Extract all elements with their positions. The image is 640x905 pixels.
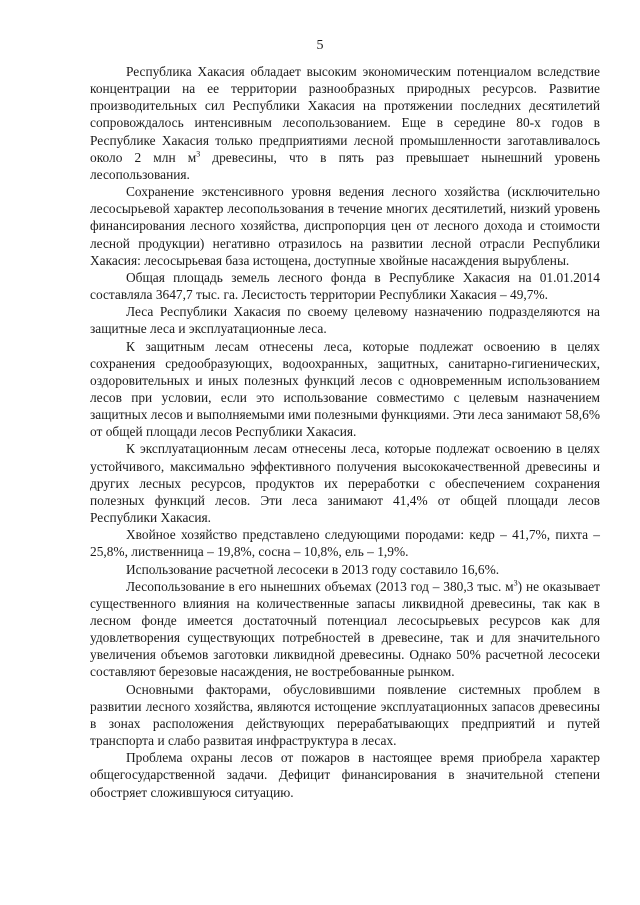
superscript-cubic: 3	[196, 149, 201, 159]
superscript-cubic: 3	[513, 578, 518, 588]
paragraph-extensive-use: Сохранение экстенсивного уровня ведения лесного хозяйства (исключительно лесосырьевой характер лесопользования в течение многих десятилетий, низкий уровень финансирования лесного хозяйства, диспропорция цен от лесного дохода и стоимости лесной продукции) негативно отразилось на развитии лесной отрасли Республики Хакасия: лесосырьевая база истощена, доступные хвойные насаждения вырублены.	[90, 184, 600, 268]
paragraph-total-area: Общая площадь земель лесного фонда в Республике Хакасия на 01.01.2014 составляла 3647,7 тыс. га. Лесистость территории Республики Хакасия – 49,7%.	[90, 269, 600, 303]
paragraph-fire-protection: Проблема охраны лесов от пожаров в настоящее время приобрела характер общегосударственной задачи. Дефицит финансирования в значительной степени обостряет сложившуюся ситуацию.	[90, 750, 600, 800]
body-text	[90, 63, 600, 801]
paragraph-exploitation-forests: К эксплуатационным лесам отнесены леса, которые подлежат освоению в целях устойчивого, максимально эффективного получения высококачественной древесины и других лесных ресурсов, продуктов их переработки с обеспечением сохранения полезных функций лесов. Эти леса занимают 41,4% от общей площади лесов Республики Хакасия.	[90, 441, 600, 526]
paragraph-coniferous-species: Хвойное хозяйство представлено следующими породами: кедр – 41,7%, пихта – 25,8%, лиственница – 19,8%, сосна – 10,8%, ель – 1,9%.	[90, 527, 600, 560]
paragraph-forest-categories: Леса Республики Хакасия по своему целевому назначению подразделяются на защитные леса и эксплуатационные леса.	[90, 304, 600, 337]
paragraph-cutting-usage: Использование расчетной лесосеки в 2013 году составило 16,6%.	[126, 561, 500, 577]
paragraph-potential: Республика Хакасия обладает высоким экономическим потенциалом вследствие концентрации на ее территории разнообразных природных ресурсов. Развитие производительных сил Республики Хакасия на протяжении последних десятилетий сопровождалось интенсивным лесопользованием. Еще в середине 80-х годов в Республике Хакасия только предприятиями лесной промышленности заготавливалось около 2 млн $м^3$ древесины, что в пять раз превышает нынешний уровень лесопользования.	[90, 64, 600, 182]
paragraph-current-volumes: Лесопользование в его нынешних объемах (2013 год – 380,3 тыс. $м^3$) не оказывает существенного влияния на количественные запасы ликвидной древесины, так как в лесном фонде имеется достаточный потенциал лесосырьевых ресурсов как для удовлетворения существующих потребностей в древесине, так и для значительного увеличения объемов заготовки ликвидной древесины. Однако 50% расчетной лесосеки составляют березовые насаждения, не востребованные рынком.	[90, 578, 600, 680]
paragraph-main-factors: Основными факторами, обусловившими появление системных проблем в развитии лесного хозяйства, являются истощение эксплуатационных запасов древесины в зонах расположения действующих перерабатывающих предприятий и путей транспорта и слабо развитая инфраструктура в лесах.	[90, 681, 600, 749]
paragraph-protective-forests: К защитным лесам отнесены леса, которые подлежат освоению в целях сохранения средообразующих, водоохранных, защитных, санитарно-гигиенических, оздоровительных и иных полезных функций лесов с одновременным использованием лесов при условии, если это использование совместимо с целевым назначением защитных лесов и выполняемыми ими полезными функциями. Эти леса занимают 58,6% от общей площади лесов Республики Хакасия.	[90, 338, 600, 440]
page-number: 5	[316, 38, 324, 53]
